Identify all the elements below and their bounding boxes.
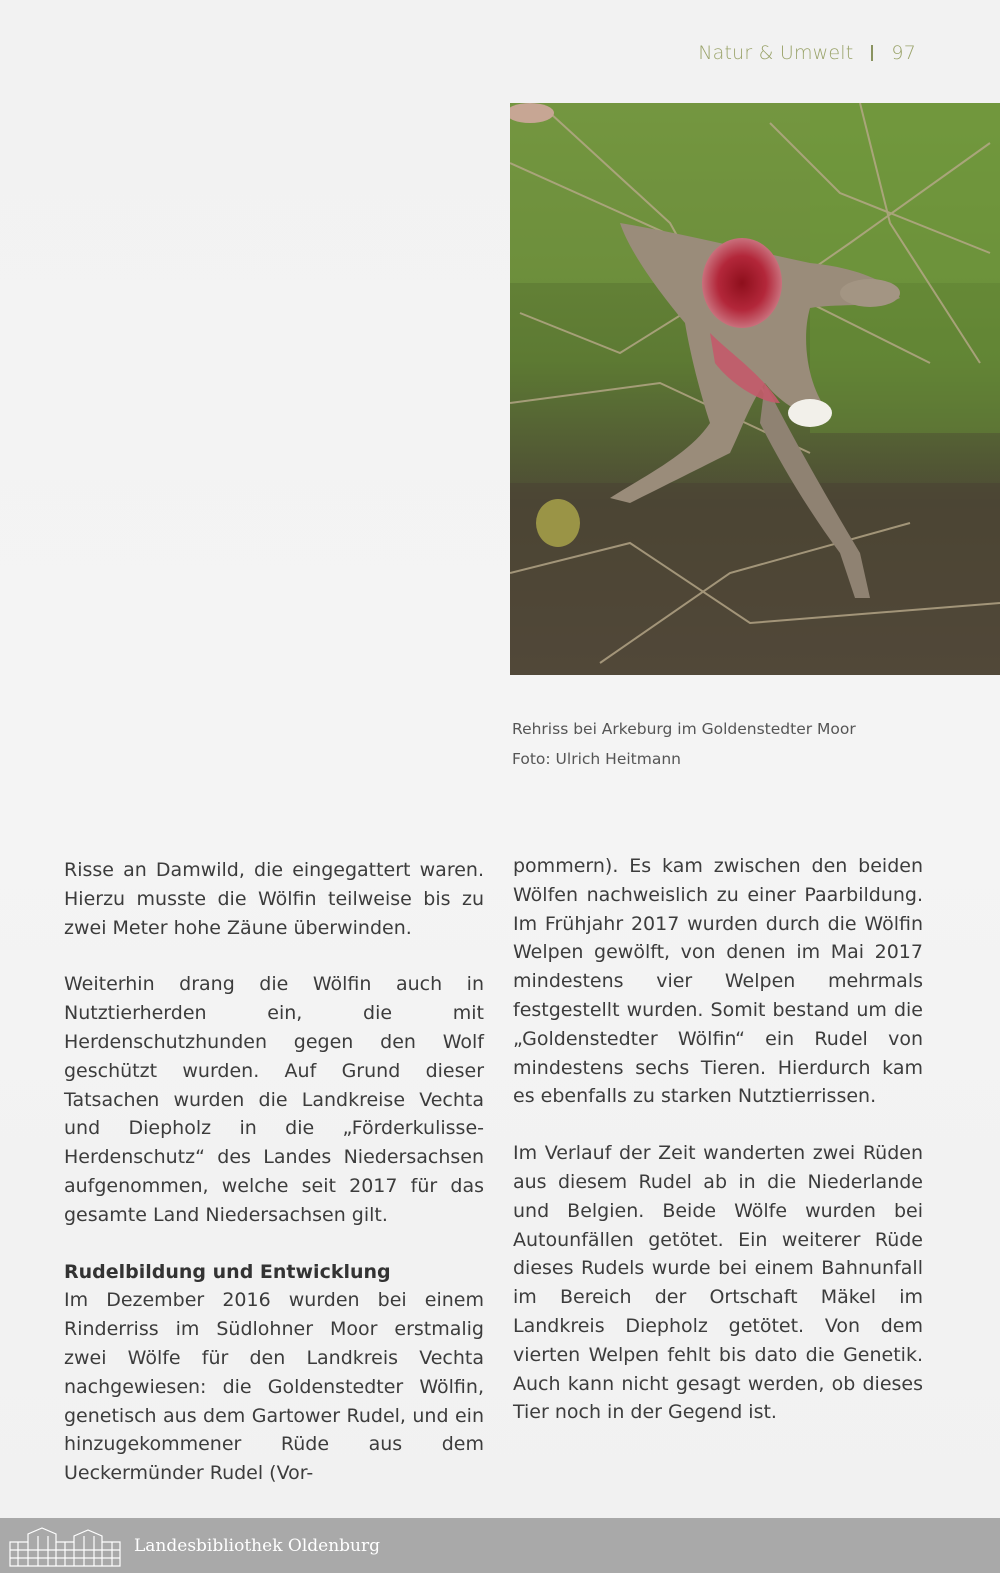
right-text-column [513, 852, 923, 1427]
header-separator [871, 45, 873, 61]
page-number: 97 [891, 42, 916, 64]
left-text-column [64, 856, 484, 1488]
left-paragraph-3: Im Dezember 2016 wurden bei einem Rinderriss im Südlohner Moor erstmalig zwei Wölfe für den Landkreis Vechta nachgewiesen: die Goldenstedter Wölfin, genetisch aus dem Gartower Rudel, und ein hinzugekommener Rüde aus dem Ueckermünder Rudel (Vor- [64, 1289, 484, 1485]
library-building-logo [8, 1524, 122, 1568]
deer-carcass-photo [510, 103, 1000, 675]
photo-caption [512, 714, 856, 774]
library-footer [0, 1518, 1000, 1573]
caption-title: Rehriss bei Arkeburg im Goldenstedter Moor [512, 720, 856, 738]
left-paragraph-2: Weiterhin drang die Wölfin auch in Nutztierherden ein, die mit Herdenschutzhunden gegen den Wolf geschützt wurden. Auf Grund dieser Tatsachen wurden die Landkreise Vechta und Diepholz in die „Förderkulisse-Herdenschutz“ des Landes Niedersachsen aufgenommen, welche seit 2017 für das gesamte Land Niedersachsen gilt. [64, 973, 484, 1226]
photo-illustration [510, 103, 1000, 675]
section-subheading: Rudelbildung und Entwicklung [64, 1260, 391, 1283]
right-paragraph-1: pommern). Es kam zwischen den beiden Wölfen nachweislich zu einer Paarbildung. Im Frühjahr 2017 wurden durch die Wölfin Welpen gewölft, von denen im Mai 2017 mindestens vier Welpen mehrmals festgestellt wurden. Somit bestand um die „Goldenstedter Wölfin“ ein Rudel von mindestens sechs Tieren. Hierdurch kam es ebenfalls zu starken Nutztierrissen. [513, 855, 923, 1108]
library-name: Landesbibliothek Oldenburg [134, 1535, 381, 1556]
left-paragraph-1: Risse an Damwild, die eingegattert waren. Hierzu musste die Wölfin teilweise bis zu zwei Meter hohe Zäune überwinden. [64, 859, 484, 939]
right-paragraph-2: Im Verlauf der Zeit wanderten zwei Rüden aus diesem Rudel ab in die Niederlande und Belgien. Beide Wölfe wurden bei Autounfällen getötet. Ein weiterer Rüde dieses Rudels wurde bei einem Bahnunfall im Bereich der Ortschaft Mäkel im Landkreis Diepholz getötet. Von dem vierten Welpen fehlt bis dato die Genetik. Auch kann nicht gesagt werden, ob dieses Tier noch in der Gegend ist. [513, 1142, 923, 1424]
section-title: Natur & Umwelt [698, 42, 854, 64]
running-head [698, 42, 916, 64]
caption-credit: Foto: Ulrich Heitmann [512, 750, 681, 768]
